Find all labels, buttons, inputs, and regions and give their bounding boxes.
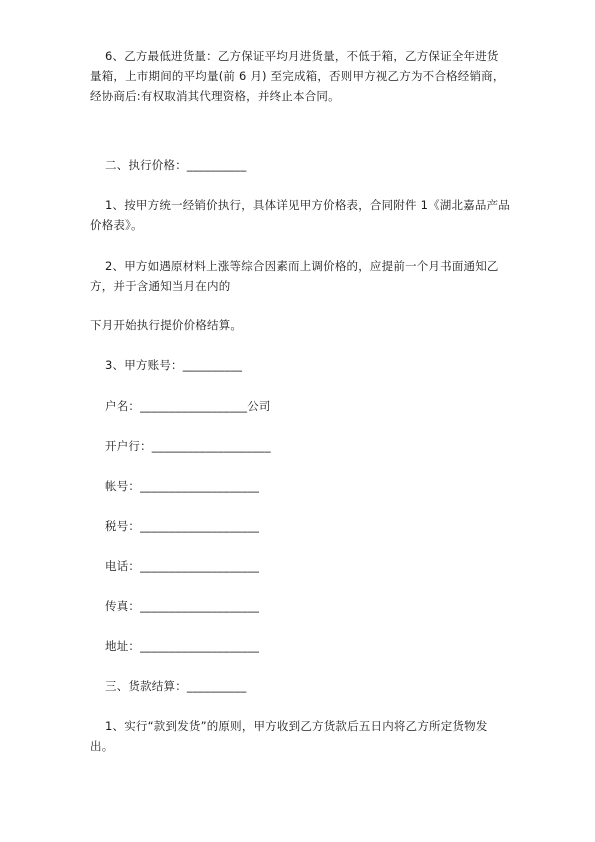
field-account-number: 帐号：____________________ (105, 479, 260, 493)
field-address: 地址：____________________ (105, 639, 260, 653)
section-heading-settlement: 三、货款结算：__________ (105, 679, 247, 693)
clause-payment-before-delivery: 1、实行“款到发货”的原则，甲方收到乙方货款后五日内将乙方所定货物发出。 (90, 719, 488, 753)
field-bank: 开户行：____________________ (105, 439, 271, 453)
field-tax-number: 税号：____________________ (105, 519, 260, 533)
clause-price-list: 1、按甲方统一经销价执行，具体详见甲方价格表，合同附件 1《湖北嘉品产品价格表》。 (90, 198, 510, 232)
clause-price-increase: 2、甲方如遇原材料上涨等综合因素而上调价格的，应提前一个月书面通知乙方，并于含通知当月在内的 (90, 259, 499, 293)
section-heading-price: 二、执行价格：__________ (105, 158, 247, 172)
clause-minimum-purchase: 6、乙方最低进货量：乙方保证平均月进货量，不低于箱，乙方保证全年进货量箱，上市期间的平均量(前 6 月) 至完成箱，否则甲方视乙方为不合格经销商，经协商后:有权取消其代理资格，并终止本合同。 (90, 49, 505, 103)
field-phone: 电话：____________________ (105, 559, 260, 573)
field-fax: 传真：____________________ (105, 599, 260, 613)
field-account-heading: 3、甲方账号：__________ (105, 358, 243, 372)
field-account-name: 户名：__________________公司 (105, 399, 271, 413)
clause-price-increase-cont: 下月开始执行提价价格结算。 (90, 318, 243, 332)
